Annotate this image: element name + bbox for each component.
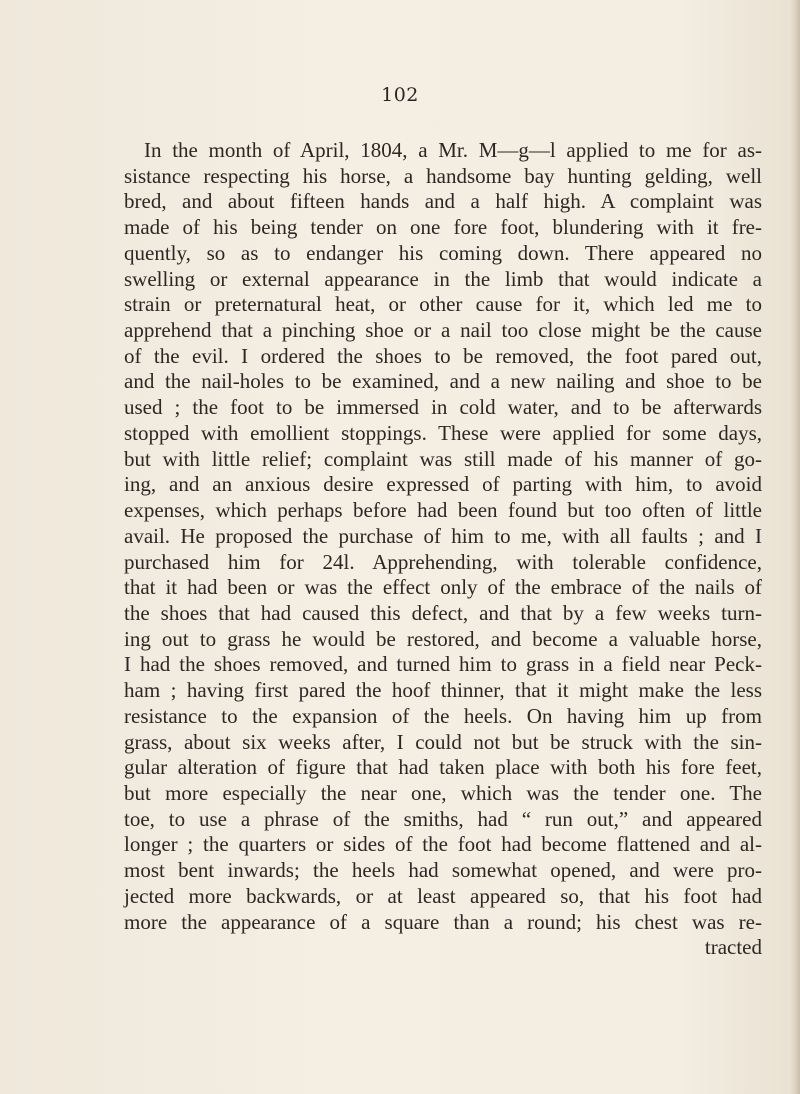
text-line: most bent inwards; the heels had somewhat opened, and were pro- xyxy=(124,858,762,883)
text-line: the shoes that had caused this defect, and that by a few weeks turn- xyxy=(124,600,762,625)
text-line: tracted xyxy=(704,935,762,960)
text-line: resistance to the expansion of the heels. On having him up from xyxy=(124,703,762,728)
text-line: more the appearance of a square than a round; his chest was re- xyxy=(124,909,762,934)
text-line: ing, and an anxious desire expressed of parting with him, to avoid xyxy=(124,472,762,497)
text-line: toe, to use a phrase of the smiths, had “ run out,” and appeared xyxy=(124,806,762,831)
text-line: grass, about six weeks after, I could not but be struck with the sin- xyxy=(124,729,762,754)
text-line: swelling or external appearance in the limb that would indicate a xyxy=(124,266,762,291)
text-line: used ; the foot to be immersed in cold water, and to be afterwards xyxy=(124,395,762,420)
text-line: but with little relief; complaint was still made of his manner of go- xyxy=(124,446,762,471)
page-number: 102 xyxy=(381,84,419,106)
page-edge-shadow xyxy=(790,0,800,1094)
text-line: ing out to grass he would be restored, and become a valuable horse, xyxy=(124,626,762,651)
text-line: expenses, which perhaps before had been found but too often of little xyxy=(124,498,762,523)
text-line: I had the shoes removed, and turned him to grass in a field near Peck- xyxy=(124,652,762,677)
text-line: ham ; having first pared the hoof thinner, that it might make the less xyxy=(124,678,762,703)
text-line: but more especially the near one, which was the tender one. The xyxy=(124,780,762,805)
text-line: avail. He proposed the purchase of him to me, with all faults ; and I xyxy=(124,523,762,548)
text-line: strain or preternatural heat, or other cause for it, which led me to xyxy=(124,292,762,317)
text-line: of the evil. I ordered the shoes to be removed, the foot pared out, xyxy=(124,343,762,368)
text-line: quently, so as to endanger his coming down. There appeared no xyxy=(124,240,762,265)
body-paragraph xyxy=(124,138,762,961)
text-line: that it had been or was the effect only of the embrace of the nails of xyxy=(124,575,762,600)
text-line: bred, and about fifteen hands and a half high. A complaint was xyxy=(124,189,762,214)
text-line: made of his being tender on one fore foot, blundering with it fre- xyxy=(124,215,762,240)
text-line: sistance respecting his horse, a handsome bay hunting gelding, well xyxy=(124,163,762,188)
text-line: gular alteration of figure that had taken place with both his fore feet, xyxy=(124,755,762,780)
text-line: purchased him for 24l. Apprehending, with tolerable confidence, xyxy=(124,549,762,574)
text-line: jected more backwards, or at least appeared so, that his foot had xyxy=(124,883,762,908)
text-line: apprehend that a pinching shoe or a nail too close might be the cause xyxy=(124,318,762,343)
text-line: and the nail-holes to be examined, and a new nailing and shoe to be xyxy=(124,369,762,394)
text-line: longer ; the quarters or sides of the foot had become flattened and al- xyxy=(124,832,762,857)
text-line: In the month of April, 1804, a Mr. M—g—l applied to me for as- xyxy=(144,138,762,162)
text-line: stopped with emollient stoppings. These were applied for some days, xyxy=(124,420,762,445)
